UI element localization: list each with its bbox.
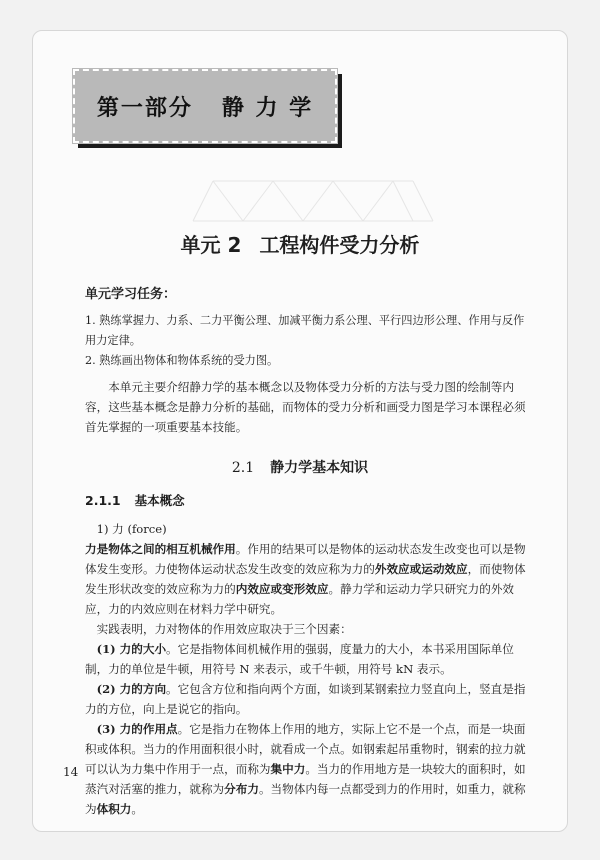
subsection-number: 2.1.1 (85, 493, 121, 508)
task-item-1: 1. 熟练掌握力、力系、二力平衡公理、加减平衡力系公理、平行四边形公理、作用与反作用力定律。 (85, 314, 525, 347)
section-number: 2.1 (231, 460, 255, 476)
internal-effect-term: 内效应或变形效应 (235, 582, 329, 596)
section-name: 静力学基本知识 (270, 460, 369, 476)
factor-magnitude: (1) 力的大小。它是指物体间机械作用的强弱，度量力的大小，本书采用国际单位制，力的单位是牛顿，用符号 N 来表示，或千牛顿，用符号 kN 表示。 (85, 642, 514, 676)
factor-direction: (2) 力的方向。它包含方位和指向两个方面，如谈到某钢索拉力竖直向上，竖直是指力的方位，向上是说它的指向。 (85, 682, 526, 716)
force-heading: 1) 力 (force) (96, 522, 167, 536)
section-title (33, 457, 567, 477)
part-banner: 第一部分 静 力 学 (73, 69, 337, 143)
subsection-name: 基本概念 (134, 493, 185, 508)
unit-intro-paragraph: 本单元主要介绍静力学的基本概念以及物体受力分析的方法与受力图的绘制等内容，这些基本概念是静力分析的基础，而物体的受力分析和画受力图是学习本课程必须首先掌握的一项重要基本技能。 (85, 380, 526, 434)
unit-title (33, 229, 567, 258)
distributed-force-term: 分布力 (224, 782, 259, 796)
task-item-2: 2. 熟练画出物体和物体系统的受力图。 (85, 354, 279, 367)
body-text (85, 519, 537, 819)
concentrated-force-term: 集中力 (270, 762, 306, 776)
factor-point-of-application: (3) 力的作用点。它是指力在物体上作用的地方，实际上它不是一个点，而是一块面积或体积。当力的作用面积很小时，就看成一个点。如钢索起吊重物时，钢索的拉力就可以认为力集中作用于一点，而称为集中力。当力的作用地方是一块较大的面积时，如蒸汽对活塞的推力，就称为分布力。当物体内每一点都受到力的作用时，如重力，就称为体积力。 (85, 722, 526, 816)
book-page (32, 30, 568, 832)
definition-bold: 力是物体之间的相互机械作用 (85, 542, 236, 556)
external-effect-term: 外效应或运动效应 (374, 562, 468, 576)
subsection-title (85, 491, 185, 509)
practice-sentence: 实践表明，力对物体的作用效应取决于三个因素： (96, 622, 352, 636)
body-force-term: 体积力 (96, 802, 132, 816)
force-definition: 力是物体之间的相互机械作用。作用的结果可以是物体的运动状态发生改变也可以是物体发生变形。力使物体运动状态发生改变的效应称为力的外效应或运动效应，而使物体发生形状改变的效应称为力的内效应或变形效应。静力学和运动力学只研究力的外效应，力的内效应则在材料力学中研究。 (85, 542, 526, 616)
unit-name: 工程构件受力分析 (259, 233, 420, 257)
page-number: 14 (63, 765, 79, 779)
tasks-heading: 单元学习任务： (85, 287, 177, 302)
unit-number: 单元 2 (180, 233, 242, 257)
